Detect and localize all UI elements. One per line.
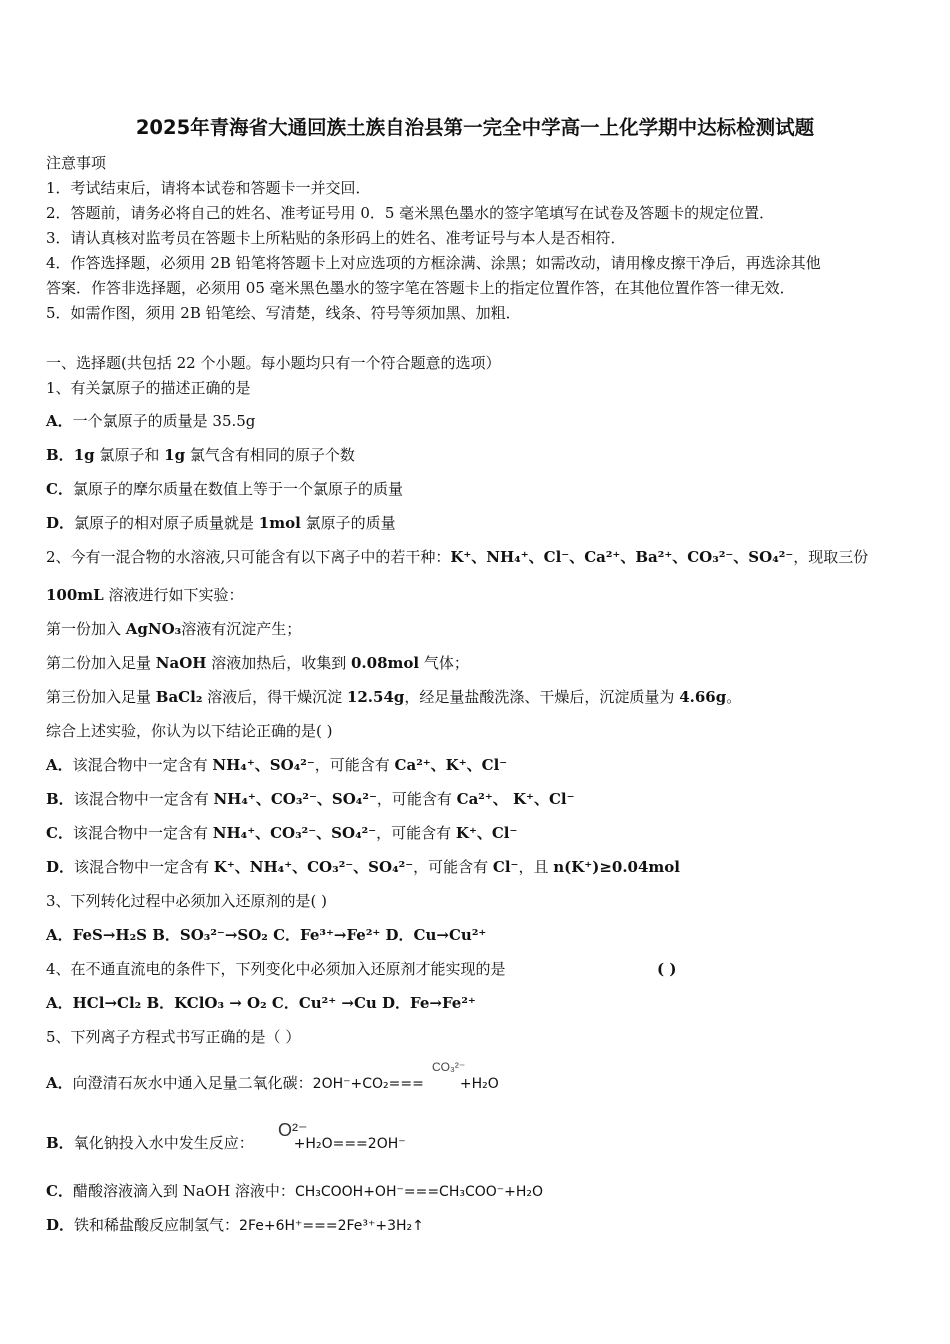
q2-stem-line2 <box>46 584 244 606</box>
reagent: BaCl₂ <box>155 688 203 706</box>
option-text: 氯原子的相对原子质量就是 <box>74 514 259 532</box>
stem-text: 溶液进行如下实验： <box>103 586 244 604</box>
option-text: ，可能含有 <box>314 756 395 774</box>
ion-list: Ca²⁺、 K⁺、Cl⁻ <box>456 790 575 808</box>
equation: 2OH⁻+CO₂=== <box>312 1076 424 1092</box>
note-item: 5．如需作图，须用 2B 铅笔绘、写清楚，线条、符号等须加黑、加粗． <box>46 304 521 322</box>
equation: 2Fe+6H⁺===2Fe³⁺+3H₂↑ <box>239 1218 424 1234</box>
option-text: 氯气含有相同的原子个数 <box>185 446 355 464</box>
mass-value: 1g <box>73 446 95 464</box>
option-text: 氯原子和 <box>94 446 165 464</box>
q2-option-c <box>46 822 517 844</box>
q5-option-d <box>46 1214 424 1237</box>
option-label: D． <box>46 858 75 876</box>
stem-text: 溶液后，得干燥沉淀 <box>202 688 347 706</box>
option-text: ，可能含有 <box>376 824 456 842</box>
option-text: 该混合物中一定含有 <box>74 858 214 876</box>
note-item: 4．作答选择题，必须用 2B 铅笔将答题卡上对应选项的方框涂满、涂黑；如需改动，请用橡皮擦干净后，再选涂其他 <box>46 254 821 272</box>
option-text: 该混合物中一定含有 <box>73 790 214 808</box>
option-label: C． <box>46 480 73 498</box>
stem-text: 第二份加入足量 <box>46 654 156 672</box>
ion-list: Ca²⁺、K⁺、Cl⁻ <box>394 756 508 774</box>
ion-list: NH₄⁺、CO₃²⁻、SO₄²⁻ <box>212 824 377 842</box>
carbonate-formula-image: CO₃²⁻ <box>432 1060 466 1074</box>
option-text: 氧化钠投入水中发生反应： <box>73 1134 254 1152</box>
q1-option-d <box>46 512 396 534</box>
q2-option-d <box>46 856 680 878</box>
stem-text: ，现取三份 <box>793 548 869 566</box>
q2-option-a <box>46 754 507 776</box>
q2-experiment-1 <box>46 618 301 640</box>
option-text: 向澄清石灰水中通入足量二氧化碳： <box>72 1074 313 1092</box>
mass-value: 1g <box>164 446 186 464</box>
option-text: 醋酸溶液滴入到 NaOH 溶液中： <box>72 1182 295 1200</box>
note-item: 1．考试结束后，请将本试卷和答题卡一并交回． <box>46 179 371 197</box>
option-text: 该混合物中一定含有 <box>72 756 213 774</box>
equation: CH₃COOH+OH⁻===CH₃COO⁻+H₂O <box>294 1184 544 1200</box>
q2-experiment-3 <box>46 686 741 708</box>
amount-expression: n(K⁺)≥0.04mol <box>553 858 680 876</box>
stem-text: 。 <box>726 688 742 706</box>
reagent: AgNO₃ <box>125 620 182 638</box>
stem-text: 溶液有沉淀产生； <box>181 620 302 638</box>
option-text: ，可能含有 <box>376 790 457 808</box>
equation: +H₂O===2OH⁻ <box>293 1136 406 1152</box>
option-label: A． <box>46 756 73 774</box>
mass-value: 4.66g <box>679 688 727 706</box>
option-text: 氯原子的摩尔质量在数值上等于一个氯原子的质量 <box>72 480 403 498</box>
ion-list: NH₄⁺、SO₄²⁻ <box>212 756 315 774</box>
stem-text: 第一份加入 <box>46 620 126 638</box>
mass-value: 12.54g <box>346 688 405 706</box>
option-label: B． <box>46 790 74 808</box>
option-label: B． <box>46 446 74 464</box>
option-text: ，可能含有 <box>413 858 493 876</box>
reagent: NaOH <box>155 654 207 672</box>
notes-heading: 注意事项 <box>46 154 107 172</box>
note-item: 答案．作答非选择题，必须用 05 毫米黑色墨水的签字笔在答题卡上的指定位置作答，在其他位置作答一律无效． <box>46 279 795 297</box>
option-text: 氯原子的质量 <box>300 514 396 532</box>
volume-value: 100mL <box>46 586 104 604</box>
option-text: 该混合物中一定含有 <box>72 824 213 842</box>
option-text: ，且 <box>518 858 554 876</box>
stem-text: 溶液加热后，收集到 <box>206 654 351 672</box>
stem-text: 2、今有一混合物的水溶液,只可能含有以下离子中的若干种： <box>46 548 451 566</box>
ion-list: K⁺、NH₄⁺、Cl⁻、Ca²⁺、Ba²⁺、CO₃²⁻、SO₄²⁻ <box>450 548 794 566</box>
ion-list: K⁺、Cl⁻ <box>455 824 518 842</box>
ion-list: NH₄⁺、CO₃²⁻、SO₄²⁻ <box>213 790 377 808</box>
q1-option-c <box>46 478 403 500</box>
q2-experiment-2 <box>46 652 469 674</box>
amount-value: 0.08mol <box>351 654 420 672</box>
note-item: 3．请认真核对监考员在答题卡上所粘贴的条形码上的姓名、准考证号与本人是否相符． <box>46 229 626 247</box>
ion-list: K⁺、NH₄⁺、CO₃²⁻、SO₄²⁻ <box>213 858 414 876</box>
q5-option-a <box>46 1072 499 1095</box>
option-text: 一个氯原子的质量是 35.5g <box>72 412 256 430</box>
q1-option-b <box>46 444 355 466</box>
option-label: D． <box>46 1216 75 1234</box>
equation: +H₂O <box>459 1076 499 1092</box>
note-item: 2．答题前，请务必将自己的姓名、准考证号用 0．5 毫米黑色墨水的签字笔填写在试卷及答题卡的规定位置． <box>46 204 775 222</box>
q5-stem: 5、下列离子方程式书写正确的是（ ） <box>46 1028 301 1046</box>
q1-stem: 1、有关氯原子的描述正确的是 <box>46 379 251 397</box>
q3-options: A．FeS→H₂S B．SO₃²⁻→SO₂ C．Fe³⁺→Fe²⁺ D．Cu→Cu²⁺ <box>46 926 487 944</box>
q3-stem: 3、下列转化过程中必须加入还原剂的是( ) <box>46 892 328 910</box>
q4-answer-paren: ( ) <box>657 960 677 978</box>
stem-text: 气体； <box>419 654 469 672</box>
q2-stem <box>46 546 868 568</box>
option-label: D． <box>46 514 75 532</box>
option-label: C． <box>46 1182 73 1200</box>
section-heading: 一、选择题(共包括 22 个小题。每小题均只有一个符合题意的选项） <box>46 354 501 372</box>
q2-question: 综合上述实验，你认为以下结论正确的是( ) <box>46 722 333 740</box>
page-title: 2025年青海省大通回族土族自治县第一完全中学高一上化学期中达标检测试题 <box>135 116 815 139</box>
q2-option-b <box>46 788 575 810</box>
q4-stem: 4、在不通直流电的条件下，下列变化中必须加入还原剂才能实现的是 <box>46 960 506 978</box>
option-label: B． <box>46 1134 74 1152</box>
option-text: 铁和稀盐酸反应制氢气： <box>74 1216 240 1234</box>
ion-list: Cl⁻ <box>492 858 519 876</box>
stem-text: ，经足量盐酸洗涤、干燥后，沉淀质量为 <box>404 688 680 706</box>
q5-option-b <box>46 1132 406 1155</box>
q4-options: A．HCl→Cl₂ B．KClO₃ → O₂ C．Cu²⁺ →Cu D．Fe→Fe²⁺ <box>46 994 476 1012</box>
stem-text: 第三份加入足量 <box>46 688 156 706</box>
oxide-ion-image: O²⁻ <box>278 1120 308 1140</box>
option-label: A． <box>46 412 73 430</box>
option-label: C． <box>46 824 73 842</box>
q1-option-a <box>46 410 255 432</box>
option-label: A． <box>46 1074 73 1092</box>
q5-option-c <box>46 1180 543 1203</box>
amount-value: 1mol <box>258 514 301 532</box>
